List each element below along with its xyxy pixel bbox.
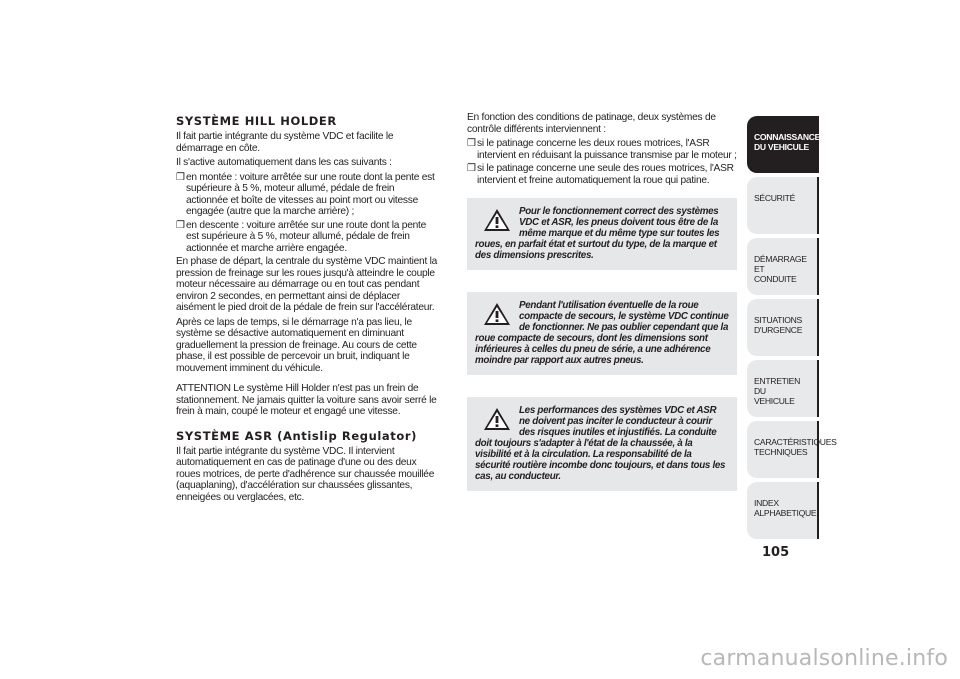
warning-text: Pour le fonctionnement correct des systèmes VDC et ASR, les pneus doivent tous être de la même marque et du même type sur toutes les roues, en parfait état et surtout du type, de la marque et des dimensions prescrites. <box>475 206 720 261</box>
checkbox-bullet-icon: ❒ <box>467 138 476 149</box>
list-item: ❒ si le patinage concerne une seule des roues motrices, l'ASR intervient et freine automatiquement la roue qui patine. <box>467 163 734 186</box>
warning-text: Les performances des systèmes VDC et ASR ne doivent pas inciter le conducteur à courir des risques inutiles et injustifiés. La conduite doit toujours s'adapter à l'état de la chaussée, à la visibilité et à la circulation. La responsabilité de la sécurité routière incombe donc toujours, et dans tous les cas, au conducteur. <box>475 405 726 482</box>
asr-title: SYSTÈME ASR (Antislip Regulator) <box>176 428 417 443</box>
warning-triangle-icon <box>475 300 519 328</box>
hill-paragraph-1: Il fait partie intégrante du système VDC et facilite le démarrage en côte. <box>176 131 394 154</box>
tab-demarrage-et-conduite[interactable]: DÉMARRAGE ET CONDUITE <box>747 238 819 295</box>
warning-text: Pendant l'utilisation éventuelle de la roue compacte de secours, le système VDC continue de fonctionner. Ne pas oublier cependant que la roue compacte de secours, dont les dimensions sont inférieures à celles du pneu de série, a une adhérence moindre par rapport aux autres pneus. <box>475 300 729 366</box>
left-column <box>176 112 438 506</box>
list-item: ❒ en descente : voiture arrêtée sur une route dont la pente est supérieure à 5 %, moteur allumé, pédale de frein actionnée et marche arrière engagée. <box>176 219 427 254</box>
hill-holder-title: SYSTÈME HILL HOLDER <box>176 114 337 128</box>
hill-paragraph-4: Après ce laps de temps, si le démarrage n'a pas lieu, le système se désactive automatiquement en diminuant graduellement la pression de freinage. Au cours de cette phase, il est possible de percevoir un bruit, indiquant le mouvement imminent du véhicule. <box>176 316 417 374</box>
tab-index-alphabetique[interactable]: INDEX ALPHABETIQUE <box>747 482 819 539</box>
list-item: ❒ en montée : voiture arrêtée sur une route dont la pente est supérieure à 5 %, moteur allumé, pédale de frein actionnée et boîte de vitesses au point mort ou vitesse engagée (autre que la marche arrière) ; <box>176 171 435 217</box>
watermark: carmanualsonline.info <box>700 646 948 671</box>
hill-paragraph-2: Il s'active automatiquement dans les cas suivants : <box>176 157 392 168</box>
checkbox-bullet-icon: ❒ <box>467 163 476 174</box>
warning-box <box>467 397 737 491</box>
list-item: ❒ si le patinage concerne les deux roues motrices, l'ASR intervient en réduisant la puissance transmise par le moteur ; <box>467 138 737 161</box>
warning-box <box>467 198 737 270</box>
right-column <box>467 112 737 513</box>
hill-paragraph-3: En phase de départ, la centrale du système VDC maintient la pression de freinage sur les roues jusqu'à atteindre le couple moteur nécessaire au démarrage ou en tout cas pendant environ 2 secondes, en permettant ainsi de déplacer aisément le pied droit de la pédale de frein sur l'accélérateur. <box>176 256 438 313</box>
chapter-tabs <box>747 116 837 543</box>
tab-situations-d-urgence[interactable]: SITUATIONS D'URGENCE <box>747 299 819 356</box>
tab-securite[interactable]: SÉCURITÉ <box>747 177 819 234</box>
tab-entretien-du-vehicule[interactable]: ENTRETIEN DU VEHICULE <box>747 360 819 417</box>
hill-warning-paragraph: ATTENTION Le système Hill Holder n'est pas un frein de stationnement. Ne jamais quitter la voiture sans avoir serré le frein à main, coupé le moteur et engagé une vitesse. <box>176 383 437 417</box>
page-number: 105 <box>762 545 790 560</box>
warning-box <box>467 292 737 375</box>
checkbox-bullet-icon: ❒ <box>176 219 185 231</box>
asr-conditions-paragraph: En fonction des conditions de patinage, deux systèmes de contrôle différents interviennent : <box>467 112 716 135</box>
asr-paragraph: Il fait partie intégrante du système VDC. Il intervient automatiquement en cas de patinage d'une ou des deux roues motrices, de perte d'adhérence sur chaussée mouillée (aquaplaning), d'accélération sur chaussées glissantes, enneigées ou verglacées, etc. <box>176 445 435 503</box>
warning-triangle-icon <box>475 405 519 433</box>
checkbox-bullet-icon: ❒ <box>176 171 185 183</box>
tab-connaissance-du-vehicule[interactable]: CONNAISSANCE DU VEHICULE <box>747 116 819 173</box>
warning-triangle-icon <box>475 206 519 234</box>
tab-caracteristiques-techniques[interactable]: CARACTÉRISTIQUES TECHNIQUES <box>747 421 819 478</box>
